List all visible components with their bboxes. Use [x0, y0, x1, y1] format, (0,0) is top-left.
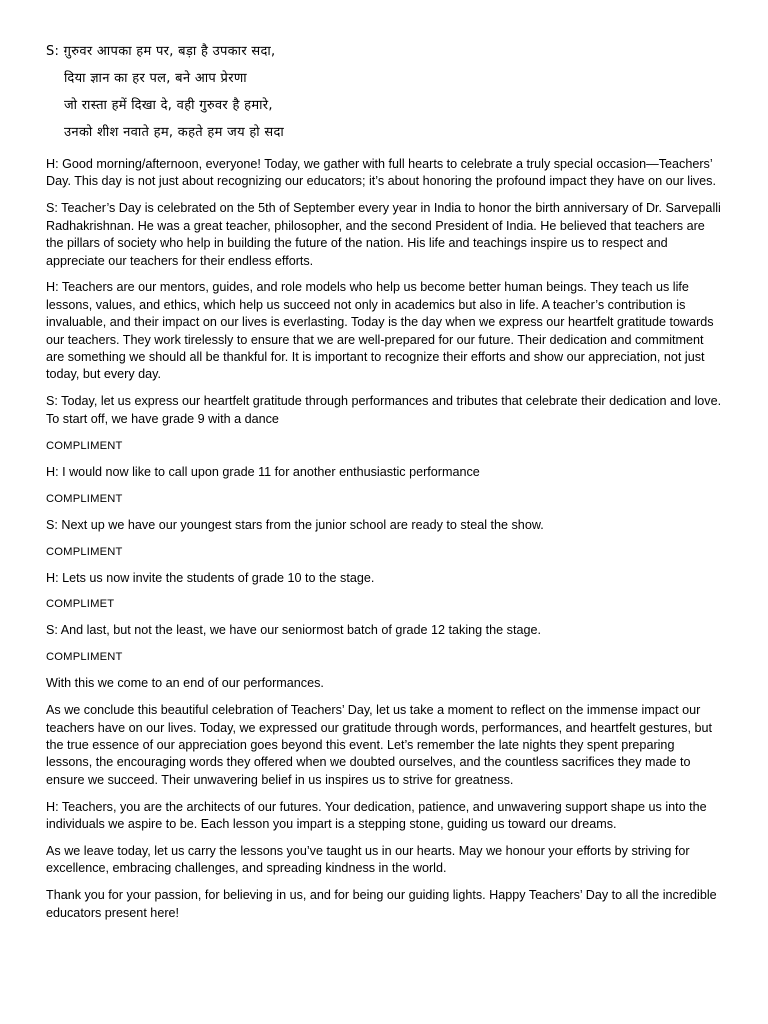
compliment-cue: COMPLIMENT: [46, 492, 123, 505]
compliment-cue: COMPLIMET: [46, 598, 115, 611]
poem-line: S: ग़ुरुवर आपका हम पर, बड़ा है उपकार सदा,: [46, 44, 276, 59]
poem-line: दिया ज्ञान का हर पल, बने आप प्रेरणा: [64, 71, 247, 86]
script-paragraph: H: Teachers, you are the architects of our futures. Your dedication, patience, and unwavering support shape us into the individuals we aspire to be. Each lesson you impart is a stepping stone, guiding us toward our dreams.: [46, 799, 707, 832]
compliment-cue: COMPLIMENT: [46, 545, 123, 558]
script-paragraph: S: Next up we have our youngest stars from the junior school are ready to steal the show.: [46, 517, 544, 532]
script-paragraph: With this we come to an end of our performances.: [46, 676, 324, 691]
script-paragraph: S: And last, but not the least, we have our seniormost batch of grade 12 taking the stage.: [46, 623, 541, 638]
script-paragraph: Thank you for your passion, for believing in us, and for being our guiding lights. Happy Teachers’ Day to all the incredible educators present here!: [46, 888, 717, 920]
script-paragraph: As we leave today, let us carry the lessons you’ve taught us in our hearts. May we honour your efforts by striving for excellence, embracing challenges, and spreading kindness in the world.: [46, 844, 690, 876]
script-paragraph: As we conclude this beautiful celebration of Teachers’ Day, let us take a moment to reflect on the immense impact our teachers have on our lives. Today, we expressed our gratitude through words, performances, and heartfelt gestures, but the true essence of our appreciation goes beyond this event. Let’s remember the late nights they spent preparing lessons, the encouraging words they offered when we doubted ourselves, and the countless sacrifices they made to ensure we succeed. Their unwavering belief in us inspires us to strive for greatness.: [46, 703, 712, 787]
script-paragraph: H: Lets us now invite the students of grade 10 to the stage.: [46, 570, 375, 585]
document-page: [46, 42, 722, 932]
script-paragraph: H: I would now like to call upon grade 11 for another enthusiastic performance: [46, 464, 480, 479]
poem-line: उनको शीश नवाते हम, कहते हम जय हो सदा: [64, 125, 285, 140]
compliment-cue: COMPLIMENT: [46, 439, 123, 452]
script-paragraph: H: Teachers are our mentors, guides, and role models who help us become better human beings. They teach us life lessons, values, and ethics, which help us succeed not only in academics but also in life. A teacher’s contribution is invaluable, and their impact on our lives is everlasting. Today is the day when we express our heartfelt gratitude towards our teachers. They work tirelessly to ensure that we are well-prepared for our future. Their dedication and commitment are something we should all be thankful for. It is important to recognize their efforts and show our appreciation, not just today, but every day.: [46, 280, 714, 382]
script-paragraph: S: Teacher’s Day is celebrated on the 5th of September every year in India to honor the birth anniversary of Dr. Sarvepalli Radhakrishnan. He was a great teacher, philosopher, and the second President of India. He believed that teachers are the pillars of society who help in building the future of the nation. His life and teachings inspire us to respect and appreciate our teachers for their endless efforts.: [46, 201, 721, 268]
poem-line: जो रास्ता हमें दिखा दे, वही गुरुवर है हमारे,: [64, 98, 273, 113]
hindi-poem: [46, 42, 722, 150]
compliment-cue: COMPLIMENT: [46, 651, 123, 664]
script-paragraph: H: Good morning/afternoon, everyone! Today, we gather with full hearts to celebrate a truly special occasion—Teachers’ Day. This day is not just about recognizing our educators; it’s about honoring the profound impact they have on our lives.: [46, 157, 716, 189]
script-paragraph: S: Today, let us express our heartfelt gratitude through performances and tributes that celebrate their dedication and love. To start off, we have grade 9 with a dance: [46, 394, 722, 426]
